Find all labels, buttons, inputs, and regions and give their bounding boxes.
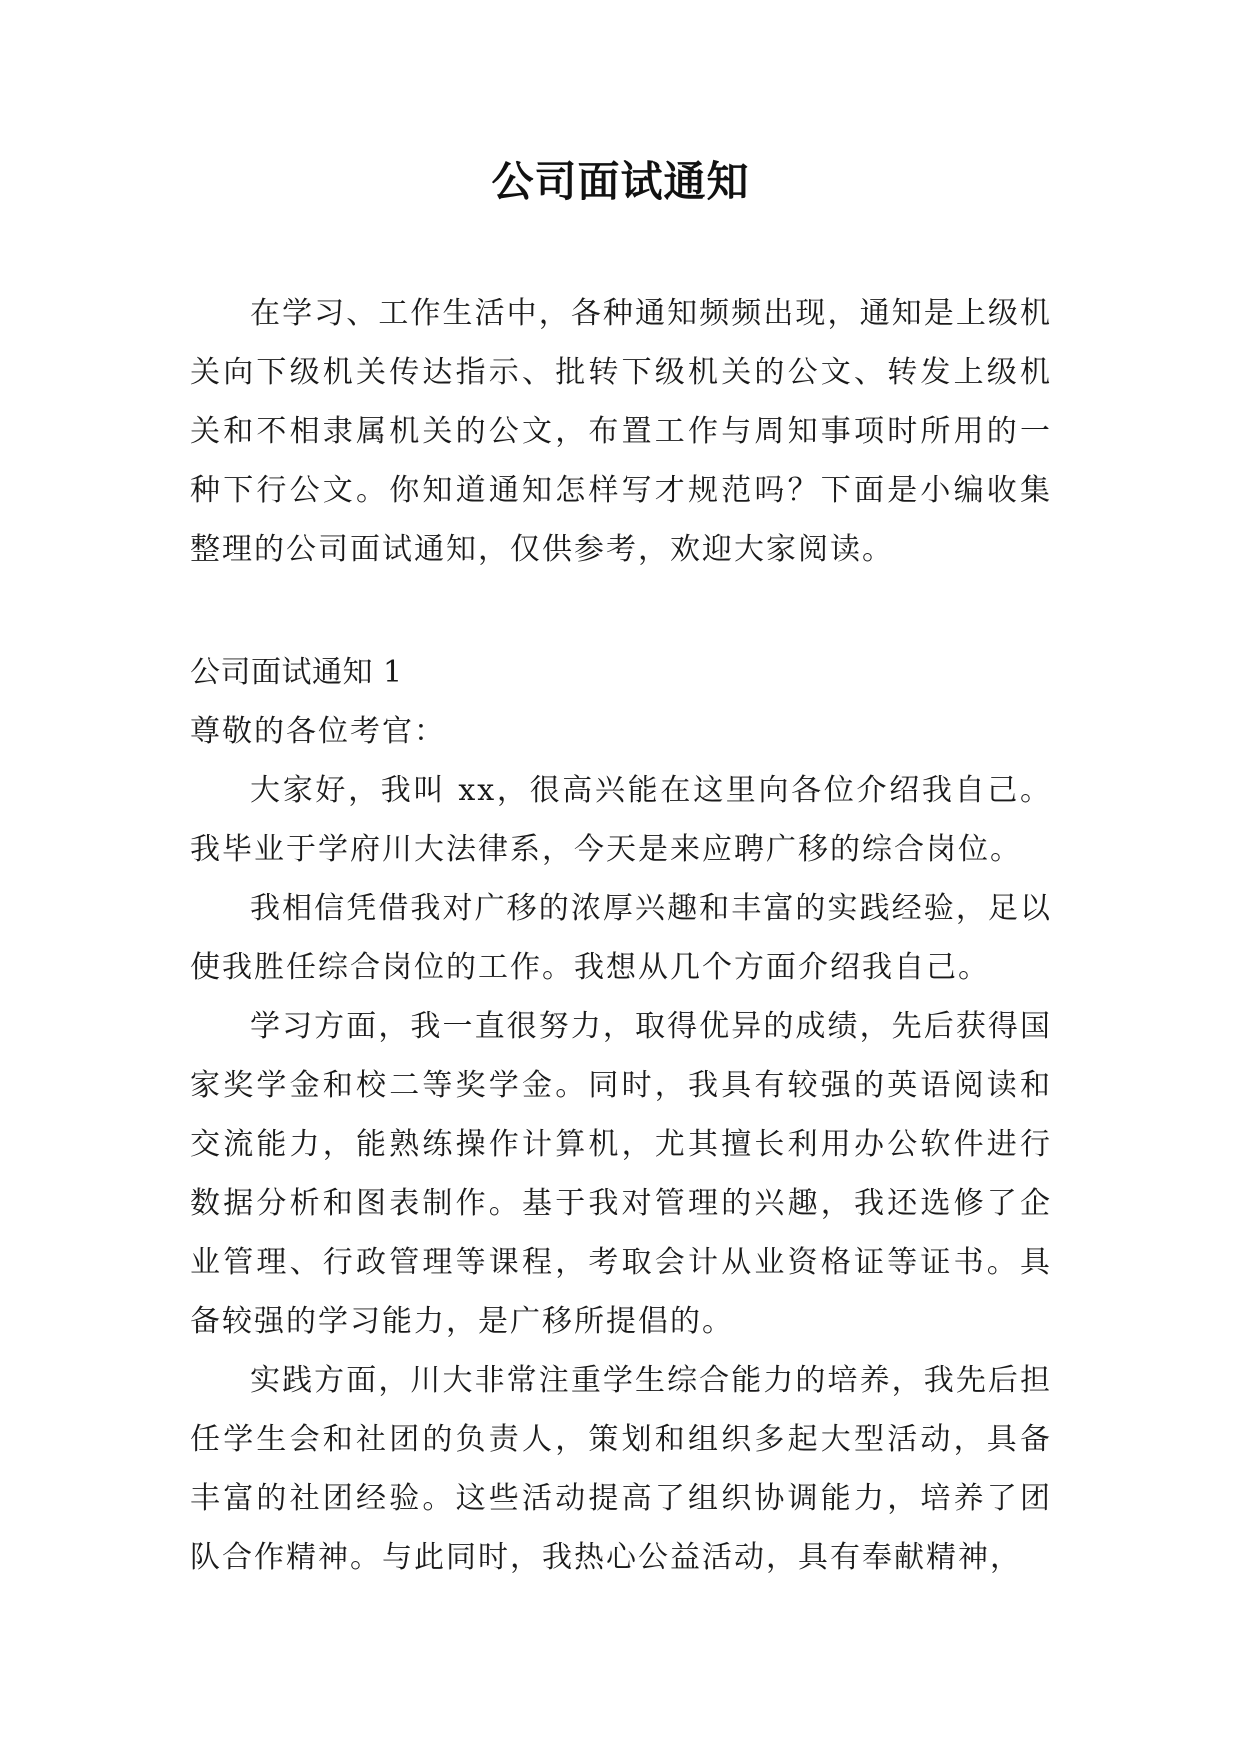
body-paragraph: 大家好，我叫 xx，很高兴能在这里向各位介绍我自己。我毕业于学府川大法律系，今天是来应聘广移的综合岗位。 [190,773,1052,867]
document-title: 公司面试通知 [491,157,750,206]
body-paragraph: 我相信凭借我对广移的浓厚兴趣和丰富的实践经验，足以使我胜任综合岗位的工作。我想从几个方面介绍我自己。 [190,891,1052,985]
notice-section [190,643,1052,1587]
intro-section [190,284,1052,579]
body-paragraph: 学习方面，我一直很努力，取得优异的成绩，先后获得国家奖学金和校二等奖学金。同时，我具有较强的英语阅读和交流能力，能熟练操作计算机，尤其擅长利用办公软件进行数据分析和图表制作。基于我对管理的兴趣，我还选修了企业管理、行政管理等课程，考取会计从业资格证等证书。具备较强的学习能力，是广移所提倡的。 [190,1009,1052,1339]
section-heading: 公司面试通知 1 [190,655,403,690]
salutation: 尊敬的各位考官： [190,714,446,749]
intro-paragraph: 在学习、工作生活中，各种通知频频出现，通知是上级机关向下级机关传达指示、批转下级机关的公文、转发上级机关和不相隶属机关的公文，布置工作与周知事项时所用的一种下行公文。你知道通知怎样写才规范吗？下面是小编收集整理的公司面试通知，仅供参考，欢迎大家阅读。 [190,296,1052,567]
body-paragraph: 实践方面，川大非常注重学生综合能力的培养，我先后担任学生会和社团的负责人，策划和组织多起大型活动，具备丰富的社团经验。这些活动提高了组织协调能力，培养了团队合作精神。与此同时，我热心公益活动，具有奉献精神， [190,1363,1052,1575]
